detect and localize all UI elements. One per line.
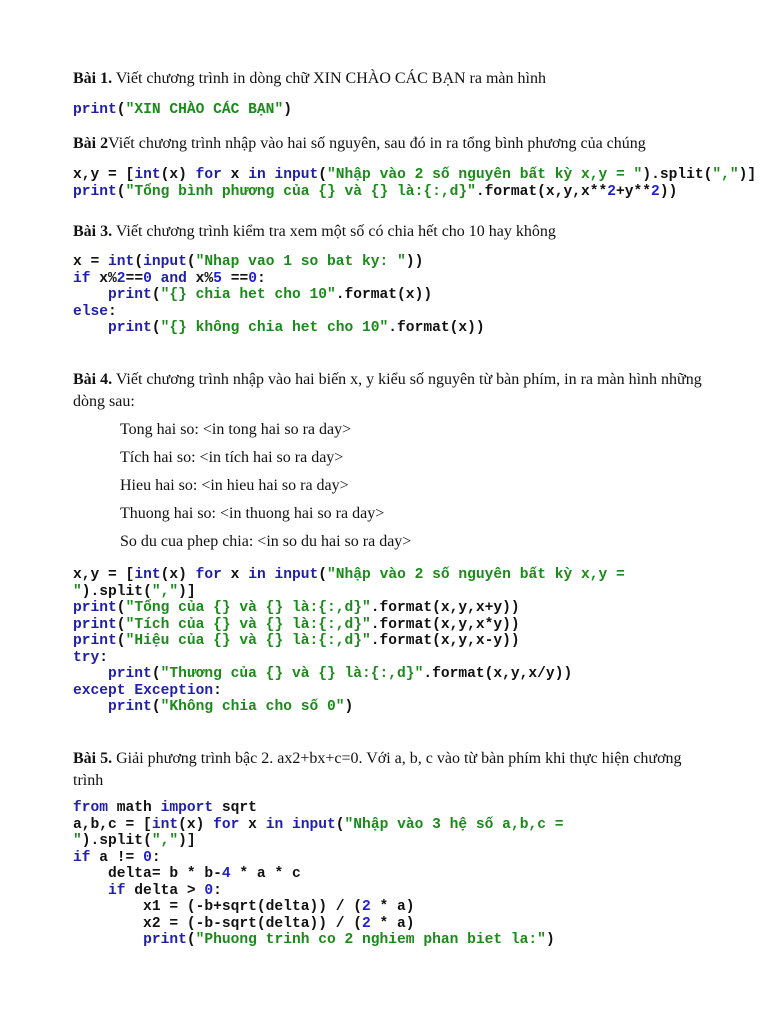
code-text: a != — [90, 849, 144, 866]
code-keyword: int — [134, 567, 161, 583]
code-text — [73, 666, 108, 682]
code-keyword: int — [108, 254, 135, 270]
code-keyword: if — [73, 849, 91, 866]
code-text: )] — [738, 167, 757, 183]
code-text: x — [239, 816, 266, 833]
exercise-3-title: Viết chương trình kiểm tra xem một số có chia hết cho 10 hay không — [112, 223, 556, 240]
code-string: "," — [151, 583, 179, 600]
code-keyword: print — [73, 616, 117, 633]
code-text: ( — [318, 567, 328, 583]
code-text — [283, 817, 292, 833]
code-text: ( — [151, 287, 161, 303]
code-text — [73, 883, 108, 899]
code-string: "Tổng của {} và {} là:{:,d}" — [125, 600, 371, 616]
code-keyword: else — [73, 303, 109, 320]
code-line — [73, 320, 485, 336]
code-keyword: print — [108, 699, 152, 715]
code-string: "Nhap vao 1 so bat ky: " — [195, 254, 406, 270]
code-line — [73, 850, 161, 866]
code-keyword: input — [143, 254, 187, 270]
code-text: .format(x,y,x*y)) — [370, 616, 520, 633]
code-string: "," — [712, 167, 739, 183]
code-keyword: input — [274, 567, 319, 583]
code-line — [73, 584, 196, 600]
code-line — [73, 617, 520, 633]
code-text: x,y = [ — [73, 167, 135, 183]
code-text: delta= b * b- — [73, 866, 222, 882]
code-text: +y** — [616, 183, 652, 200]
output-line-quotient: Thuong hai so: <in thuong hai so ra day> — [120, 505, 385, 522]
code-string: "Hiệu của {} và {} là:{:,d}" — [125, 633, 371, 649]
exercise-4-heading — [73, 369, 713, 413]
code-text: ( — [134, 254, 144, 270]
code-line — [73, 167, 756, 183]
exercise-3-number: Bài 3. — [73, 223, 113, 240]
code-block-1 — [73, 102, 292, 119]
code-text: : — [213, 682, 222, 699]
code-line — [73, 254, 423, 270]
code-block-4 — [73, 567, 625, 716]
code-text: x% — [186, 270, 214, 287]
exercise-2-heading — [73, 133, 713, 155]
output-line-product: Tích hai so: <in tích hai so ra day> — [120, 449, 344, 466]
code-keyword: import — [160, 800, 214, 816]
code-text — [152, 271, 161, 287]
code-keyword: Exception — [134, 682, 214, 699]
code-block-3 — [73, 254, 485, 337]
code-text: (x) — [160, 567, 196, 583]
code-keyword: input — [291, 816, 336, 833]
exercise-5-number: Bài 5. — [73, 750, 113, 767]
code-text: ).split( — [642, 167, 713, 183]
code-string: "Tổng bình phương của {} và {} là:{:,d}" — [125, 183, 476, 200]
code-line — [73, 666, 572, 682]
code-keyword: print — [108, 320, 152, 336]
output-line-difference: Hieu hai so: <in hieu hai so ra day> — [120, 477, 349, 494]
code-line — [73, 866, 301, 882]
code-text: == — [221, 270, 249, 287]
code-number: 0 — [143, 849, 152, 866]
code-line — [73, 102, 292, 118]
code-number: 2 — [607, 183, 617, 200]
code-number: 0 — [143, 270, 152, 287]
code-line — [73, 916, 415, 932]
code-line — [73, 184, 677, 200]
code-text — [73, 287, 108, 303]
code-text: : — [99, 649, 109, 666]
exercise-5-heading — [73, 748, 713, 792]
code-keyword: if — [73, 270, 91, 287]
code-text: .format(x)) — [388, 320, 485, 336]
code-text: : — [108, 303, 117, 320]
code-number: 2 — [362, 899, 371, 915]
exercise-2-number: Bài 2 — [73, 135, 109, 152]
exercise-2-title: Viết chương trình nhập vào hai số nguyên, sau đó in ra tổng bình phương của chúng — [108, 135, 646, 152]
code-text: * a * c — [230, 866, 301, 882]
code-text: ( — [116, 102, 126, 118]
code-line — [73, 287, 432, 303]
code-text: .format(x,y,x-y)) — [370, 633, 520, 649]
code-text — [126, 683, 135, 699]
code-keyword: print — [73, 183, 117, 200]
code-text: : — [151, 849, 161, 866]
code-text: x,y = [ — [73, 567, 135, 583]
code-text: sqrt — [213, 800, 257, 816]
exercise-1-heading — [73, 68, 713, 90]
code-text: ( — [116, 633, 126, 649]
code-line — [73, 833, 196, 849]
code-text: x2 = (-b-sqrt(delta)) / ( — [73, 915, 363, 932]
code-number: 2 — [116, 270, 126, 287]
code-line — [73, 304, 117, 320]
code-text: ).split( — [81, 583, 152, 600]
code-keyword: try — [73, 649, 100, 666]
exercise-4-title: Viết chương trình nhập vào hai biến x, y kiểu số nguyên từ bàn phím, in ra màn hình những dòng sau: — [73, 371, 702, 410]
code-number: 0 — [204, 882, 214, 899]
code-text: ( — [116, 600, 126, 616]
code-text: * a) — [370, 915, 415, 932]
code-text: * a) — [370, 899, 415, 915]
code-text: x — [221, 567, 249, 583]
code-line — [73, 600, 520, 616]
code-line — [73, 800, 257, 816]
code-keyword: print — [108, 287, 152, 303]
code-string: "{} chia het cho 10" — [160, 287, 336, 303]
code-keyword: in — [265, 816, 284, 833]
code-line — [73, 683, 222, 699]
code-line — [73, 567, 625, 583]
code-text: math — [108, 800, 161, 816]
code-text: .format(x)) — [335, 287, 433, 303]
code-text: : — [213, 882, 222, 899]
output-line-sum: Tong hai so: <in tong hai so ra day> — [120, 421, 352, 438]
code-line — [73, 932, 555, 948]
code-string: "{} không chia het cho 10" — [160, 320, 389, 336]
code-keyword: for — [195, 167, 222, 183]
code-keyword: input — [274, 167, 319, 183]
code-text: .format(x,y,x** — [475, 183, 608, 200]
code-string: " — [73, 583, 82, 600]
code-text: ( — [151, 320, 161, 336]
code-string: "Phuong trinh co 2 nghiem phan biet la:" — [195, 932, 546, 948]
code-text: )) — [659, 183, 678, 200]
code-line — [73, 650, 108, 666]
code-text: x = — [73, 254, 109, 270]
code-block-2 — [73, 167, 756, 200]
code-text: ( — [116, 616, 126, 633]
code-number: 2 — [651, 183, 660, 200]
code-number: 4 — [221, 866, 231, 882]
code-text: .format(x,y,x+y)) — [370, 600, 520, 616]
code-text — [73, 699, 108, 715]
exercise-1-title: Viết chương trình in dòng chữ XIN CHÀO CÁC BẠN ra màn hình — [112, 70, 546, 87]
exercise-5-title: Giải phương trình bậc 2. ax2+bx+c=0. Với a, b, c vào từ bàn phím khi thực hiện chương trình — [73, 750, 682, 789]
code-keyword: and — [160, 270, 187, 287]
code-text: ) — [545, 932, 555, 948]
code-text: x1 = (-b+sqrt(delta)) / ( — [73, 899, 363, 915]
exercise-4-number: Bài 4. — [73, 371, 113, 388]
code-keyword: print — [73, 102, 117, 118]
code-text: .format(x,y,x/y)) — [423, 666, 573, 682]
code-text: ( — [318, 167, 328, 183]
code-line — [73, 699, 353, 715]
code-text: delta > — [125, 882, 205, 899]
code-string: "Thương của {} và {} là:{:,d}" — [160, 666, 424, 682]
code-line — [73, 817, 564, 833]
code-keyword: int — [134, 167, 161, 183]
code-string: "Nhập vào 2 số nguyên bất kỳ x,y = — [327, 567, 625, 583]
code-keyword: print — [108, 666, 152, 682]
code-text: == — [125, 270, 144, 287]
code-keyword: for — [195, 567, 222, 583]
code-text: a,b,c = [ — [73, 816, 152, 833]
code-text: )) — [405, 254, 424, 270]
code-string: " — [73, 833, 82, 849]
code-text: ( — [151, 699, 161, 715]
code-string: "Tích của {} và {} là:{:,d}" — [125, 616, 371, 633]
code-text: ( — [186, 932, 196, 948]
code-text: )] — [178, 583, 196, 600]
exercise-1-number: Bài 1. — [73, 70, 113, 87]
code-keyword: print — [73, 600, 117, 616]
code-text: (x) — [160, 167, 196, 183]
code-keyword: in — [248, 167, 266, 183]
code-string: "," — [151, 833, 179, 849]
code-text: ) — [283, 102, 292, 118]
code-text: x — [221, 167, 249, 183]
code-line — [73, 899, 415, 915]
code-text: ).split( — [81, 833, 152, 849]
code-keyword: print — [73, 633, 117, 649]
code-string: "XIN CHÀO CÁC BẠN" — [125, 102, 284, 118]
code-text — [73, 320, 108, 336]
code-keyword: except — [73, 682, 126, 699]
exercise-3-heading — [73, 221, 713, 243]
code-keyword: print — [143, 932, 187, 948]
code-string: "Không chia cho số 0" — [160, 699, 345, 715]
code-number: 0 — [248, 270, 257, 287]
code-text: x% — [90, 270, 117, 287]
code-keyword: from — [73, 800, 109, 816]
code-text: : — [256, 270, 266, 287]
code-string: "Nhập vào 2 số nguyên bất kỳ x,y = " — [327, 167, 643, 183]
code-text: ( — [335, 816, 345, 833]
code-number: 5 — [213, 270, 222, 287]
code-text: ) — [344, 699, 354, 715]
code-line — [73, 271, 266, 287]
code-string: "Nhập vào 3 hệ số a,b,c = — [344, 816, 564, 833]
code-block-5 — [73, 800, 564, 949]
code-text — [73, 932, 143, 948]
code-text: (x) — [178, 816, 214, 833]
code-text: ( — [151, 666, 161, 682]
code-text: ( — [186, 254, 196, 270]
code-keyword: if — [108, 882, 126, 899]
output-line-remainder: So du cua phep chia: <in so du hai so ra day> — [120, 533, 412, 550]
code-line — [73, 883, 222, 899]
code-text: )] — [178, 833, 196, 849]
code-text: ( — [116, 183, 126, 200]
code-keyword: for — [213, 816, 240, 833]
code-number: 2 — [362, 915, 371, 932]
code-keyword: int — [151, 816, 179, 833]
code-keyword: in — [248, 567, 266, 583]
code-line — [73, 633, 520, 649]
